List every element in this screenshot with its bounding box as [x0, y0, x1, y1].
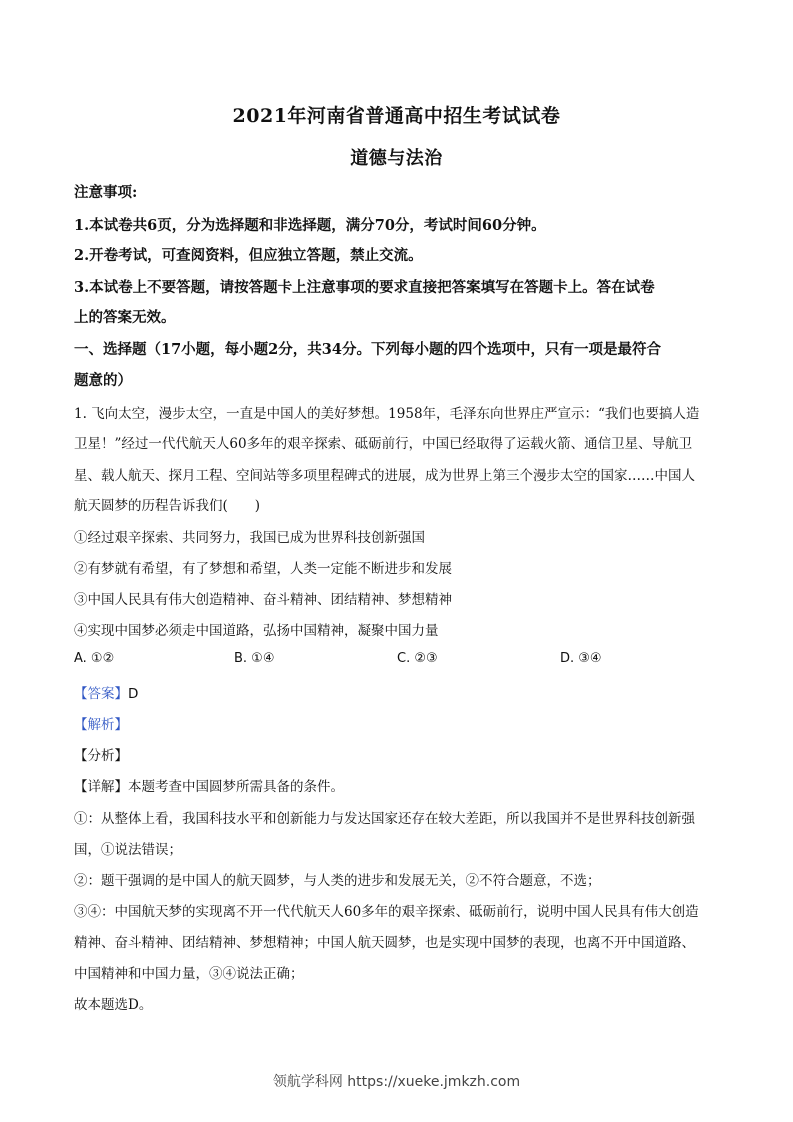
question-stem: 航天圆梦的历程告诉我们( )	[74, 498, 261, 514]
question-stem: 星、载人航天、探月工程、空间站等多项里程碑式的进展，成为世界上第三个漫步太空的国家……中国人	[74, 468, 695, 484]
exam-subject: 道德与法治	[350, 148, 443, 169]
notice-item: 1.本试卷共6页，分为选择题和非选择题，满分70分，考试时间60分钟。	[74, 217, 546, 234]
section-heading: 一、选择题（17小题，每小题2分，共34分。下列每小题的四个选项中，只有一项是最符合	[74, 341, 661, 358]
explanation-line: 国，①说法错误；	[74, 842, 182, 858]
answer-label: 【答案】	[74, 686, 128, 702]
answer-value: D	[128, 686, 139, 702]
option-a: A. ①②	[74, 651, 115, 666]
fenxi-label: 【分析】	[74, 748, 128, 764]
question-stem: 1. 飞向太空，漫步太空，一直是中国人的美好梦想。1958年，毛泽东向世界庄严宣示：“我们也要搞人造	[74, 406, 700, 422]
explanation-line: 精神、奋斗精神、团结精神、梦想精神；中国人航天圆梦，也是实现中国梦的表现，也离不开中国道路、	[74, 935, 695, 951]
notice-item: 2.开卷考试，可查阅资料，但应独立答题，禁止交流。	[74, 247, 423, 264]
detail-text: 本题考查中国圆梦所需具备的条件。	[128, 779, 344, 795]
notice-heading: 注意事项:	[74, 184, 138, 201]
detail-label: 【详解】	[74, 779, 128, 795]
detail-line	[74, 775, 344, 795]
explanation-line: 中国精神和中国力量，③④说法正确；	[74, 966, 304, 982]
explanation-line: ①：从整体上看，我国科技水平和创新能力与发达国家还存在较大差距，所以我国并不是世界科技创新强	[74, 811, 695, 827]
conclusion-line: 故本题选D。	[74, 997, 153, 1013]
option-b: B. ①④	[234, 651, 275, 666]
answer-line	[74, 682, 138, 702]
statement: ②有梦就有希望，有了梦想和希望，人类一定能不断进步和发展	[74, 561, 452, 577]
analysis-label: 【解析】	[74, 717, 128, 733]
option-d: D. ③④	[560, 651, 602, 666]
explanation-line: ②：题干强调的是中国人的航天圆梦，与人类的进步和发展无关，②不符合题意，不选；	[74, 873, 601, 889]
statement: ③中国人民具有伟大创造精神、奋斗精神、团结精神、梦想精神	[74, 592, 452, 608]
notice-item: 上的答案无效。	[74, 309, 176, 326]
notice-item: 3.本试卷上不要答题，请按答题卡上注意事项的要求直接把答案填写在答题卡上。答在试卷	[74, 279, 655, 296]
question-stem: 卫星！”经过一代代航天人60多年的艰辛探索、砥砺前行，中国已经取得了运载火箭、通信卫星、导航卫	[74, 436, 693, 452]
exam-title: 2021年河南省普通高中招生考试试卷	[232, 105, 561, 127]
explanation-line: ③④：中国航天梦的实现离不开一代代航天人60多年的艰辛探索、砥砺前行，说明中国人民具有伟大创造	[74, 904, 699, 920]
statement: ①经过艰辛探索、共同努力，我国已成为世界科技创新强国	[74, 530, 425, 546]
option-c: C. ②③	[397, 651, 438, 666]
footer-watermark: 领航学科网 https://xueke.jmkzh.com	[272, 1074, 521, 1090]
section-heading-cont: 题意的）	[74, 372, 132, 389]
statement: ④实现中国梦必须走中国道路，弘扬中国精神，凝聚中国力量	[74, 623, 439, 639]
